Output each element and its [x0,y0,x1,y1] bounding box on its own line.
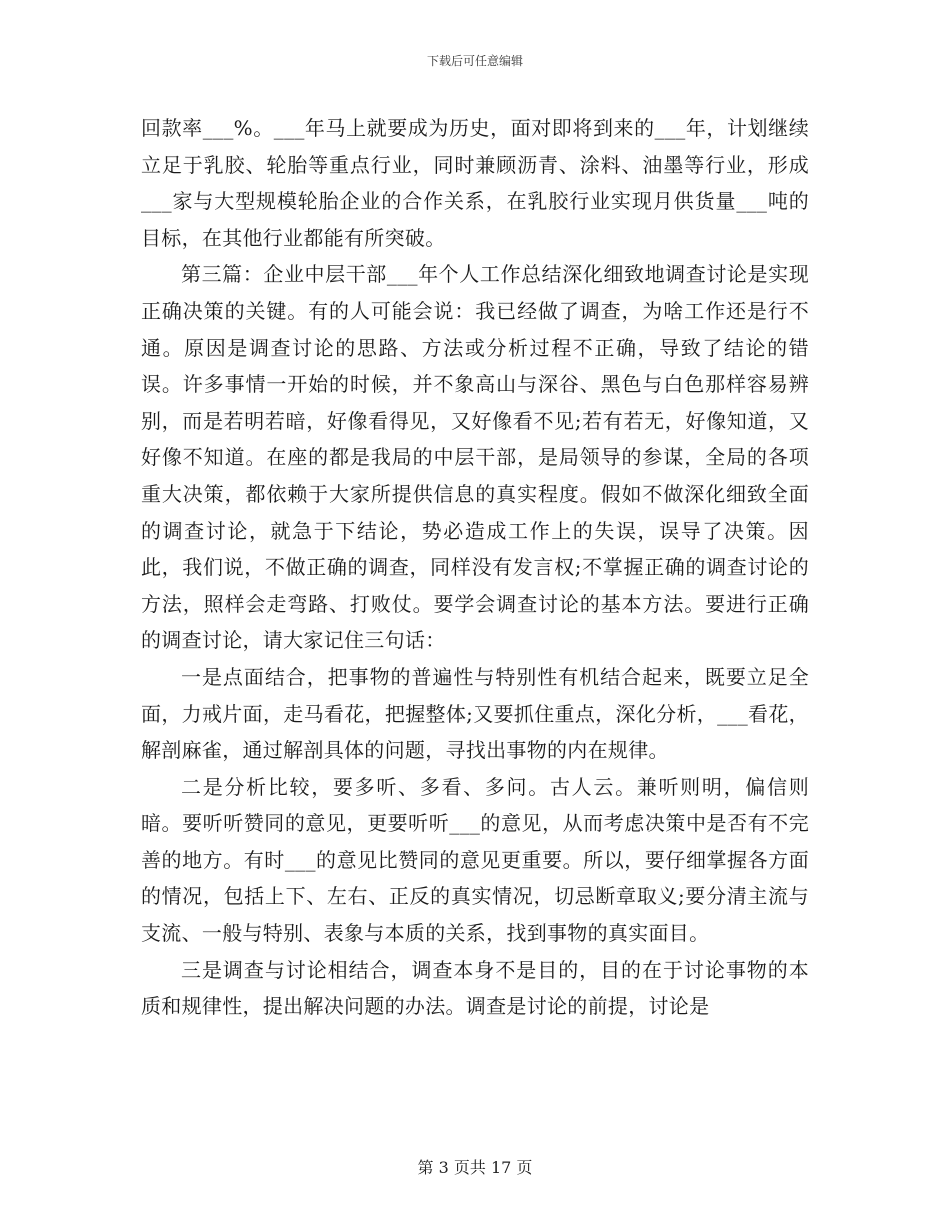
page-header: 下载后可任意编辑 [426,54,523,68]
page-footer: 第 3 页共 17 页 [417,1158,533,1177]
document-body [141,110,809,1025]
paragraph-point-one: 一是点面结合，把事物的普遍性与特别性有机结合起来，既要立足全面，力戒片面，走马看花，把握整体;又要抓住重点，深化分析，___看花，解剖麻雀，通过解剖具体的问题，寻找出事物的内在规律。 [141,664,809,763]
paragraph-point-three: 三是调查与讨论相结合，调查本身不是目的，目的在于讨论事物的本质和规律性，提出解决问题的办法。调查是讨论的前提，讨论是 [141,957,809,1019]
paragraph-continuation: 回款率___%。___年马上就要成为历史，面对即将到来的___年，计划继续立足于乳胶、轮胎等重点行业，同时兼顾沥青、涂料、油墨等行业，形成___家与大型规模轮胎企业的合作关系，在乳胶行业实现月供货量___吨的目标，在其他行业都能有所突破。 [141,116,809,250]
paragraph-section-three: 第三篇：企业中层干部___年个人工作总结深化细致地调查讨论是实现正确决策的关键。有的人可能会说：我已经做了调查，为啥工作还是行不通。原因是调查讨论的思路、方法或分析过程不正确，导致了结论的错误。许多事情一开始的时候，并不象高山与深谷、黑色与白色那样容易辨别，而是若明若暗，好像看得见，又好像看不见;若有若无，好像知道，又好像不知道。在座的都是我局的中层干部，是局领导的参谋，全局的各项重大决策，都依赖于大家所提供信息的真实程度。假如不做深化细致全面的调查讨论，就急于下结论，势必造成工作上的失误，误导了决策。因此，我们说，不做正确的调查，同样没有发言权;不掌握正确的调查讨论的方法，照样会走弯路、打败仗。要学会调查讨论的基本方法。要进行正确的调查讨论，请大家记住三句话： [141,262,809,653]
paragraph-point-two: 二是分析比较，要多听、多看、多问。古人云。兼听则明，偏信则暗。要听听赞同的意见，更要听听___的意见，从而考虑决策中是否有不完善的地方。有时___的意见比赞同的意见更重要。所以，要仔细掌握各方面的情况，包括上下、左右、正反的真实情况，切忌断章取义;要分清主流与支流、一般与特别、表象与本质的关系，找到事物的真实面目。 [141,774,809,946]
